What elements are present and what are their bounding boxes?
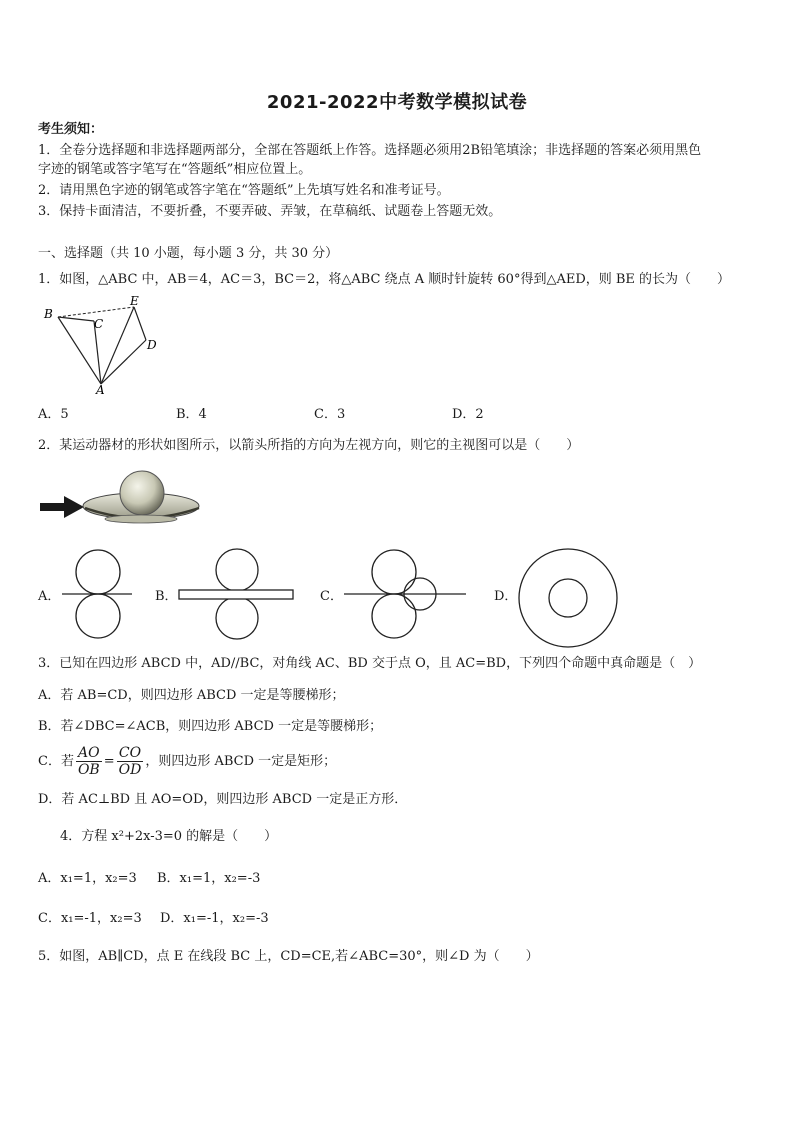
equals-sign: = [103, 754, 115, 769]
section-heading: 一、选择题（共 10 小题，每小题 3 分，共 30 分） [38, 246, 339, 261]
fraction-ao-ob [76, 745, 102, 778]
notice-line-1-cont: 字迹的钢笔或答字笔写在“答题纸”相应位置上。 [38, 162, 312, 177]
fraction-denominator: OB [77, 762, 100, 778]
question-2-option-b-label: B． [155, 589, 178, 604]
question-2-option-b-figure [176, 548, 296, 640]
question-4-option-b: B．x₁=1，x₂=-3 [157, 871, 261, 886]
question-1-option-b: B．4 [176, 407, 207, 422]
notice-line-2: 2．请用黑色字迹的钢笔或答字笔在“答题纸”上先填写姓名和准考证号。 [38, 183, 450, 198]
question-2-option-d-figure [516, 546, 620, 650]
question-4-option-a: A．x₁=1，x₂=3 [38, 871, 137, 886]
question-4-option-c: C．x₁=-1，x₂=3 [38, 911, 142, 926]
question-3-option-c [38, 742, 336, 782]
notice-heading: 考生须知： [38, 122, 104, 137]
label-e: E [130, 295, 139, 308]
question-2-option-d-label: D． [494, 589, 518, 604]
question-4-stem: 4．方程 x²+2x-3=0 的解是（ ） [60, 829, 278, 844]
page-title: 2021-2022中考数学模拟试卷 [266, 92, 528, 113]
question-2-figure [38, 462, 202, 538]
question-1-option-a: A．5 [38, 407, 69, 422]
label-c: C [94, 317, 104, 331]
question-2-option-a-figure [60, 548, 134, 640]
notice-line-1: 1．全卷分选择题和非选择题两部分，全部在答题纸上作答。选择题必须用2B铅笔填涂；非选择题的答案必须用黑色 [38, 143, 702, 158]
fraction-denominator: OD [118, 762, 142, 778]
question-4-option-d: D．x₁=-1，x₂=-3 [160, 911, 269, 926]
question-2-option-c-figure [342, 548, 470, 640]
fraction-co-od [117, 745, 144, 778]
label-b: B [44, 307, 53, 321]
arrow-icon [40, 496, 84, 518]
question-2-option-a-label: A． [38, 589, 61, 604]
question-3-stem: 3．已知在四边形 ABCD 中，AD//BC，对角线 AC、BD 交于点 O，且 AC=BD，下列四个命题中真命题是（ ） [38, 656, 702, 671]
question-3-option-d: D．若 AC⊥BD 且 AO=OD，则四边形 ABCD 一定是正方形． [38, 792, 408, 807]
notice-line-3: 3．保持卡面清洁，不要折叠，不要弄破、弄皱，在草稿纸、试题卷上答题无效。 [38, 204, 502, 219]
question-1-option-d: D．2 [452, 407, 484, 422]
question-3-option-b: B．若∠DBC=∠ACB，则四边形 ABCD 一定是等腰梯形； [38, 719, 383, 734]
question-1-figure [38, 295, 162, 395]
question-1-stem: 1．如图，△ABC 中，AB＝4，AC＝3，BC＝2，将△ABC 绕点 A 顺时针旋转 60°得到△AED，则 BE 的长为（ ） [38, 272, 731, 287]
question-2-option-c-label: C． [320, 589, 343, 604]
question-3-option-a: A．若 AB=CD，则四边形 ABCD 一定是等腰梯形； [38, 688, 345, 703]
fraction-numerator: CO [117, 745, 144, 762]
question-2-stem: 2．某运动器材的形状如图所示，以箭头所指的方向为左视方向，则它的主视图可以是（ ） [38, 438, 580, 453]
question-3-option-c-prefix: C．若 [38, 754, 74, 769]
label-a: A [96, 383, 105, 395]
question-3-option-c-suffix: ，则四边形 ABCD 一定是矩形； [145, 754, 337, 769]
question-5-stem: 5．如图，AB∥CD，点 E 在线段 BC 上，CD=CE,若∠ABC=30°，则∠D 为（ ） [38, 949, 539, 964]
label-d: D [147, 338, 157, 352]
fraction-numerator: AO [76, 745, 102, 762]
question-1-option-c: C．3 [314, 407, 346, 422]
